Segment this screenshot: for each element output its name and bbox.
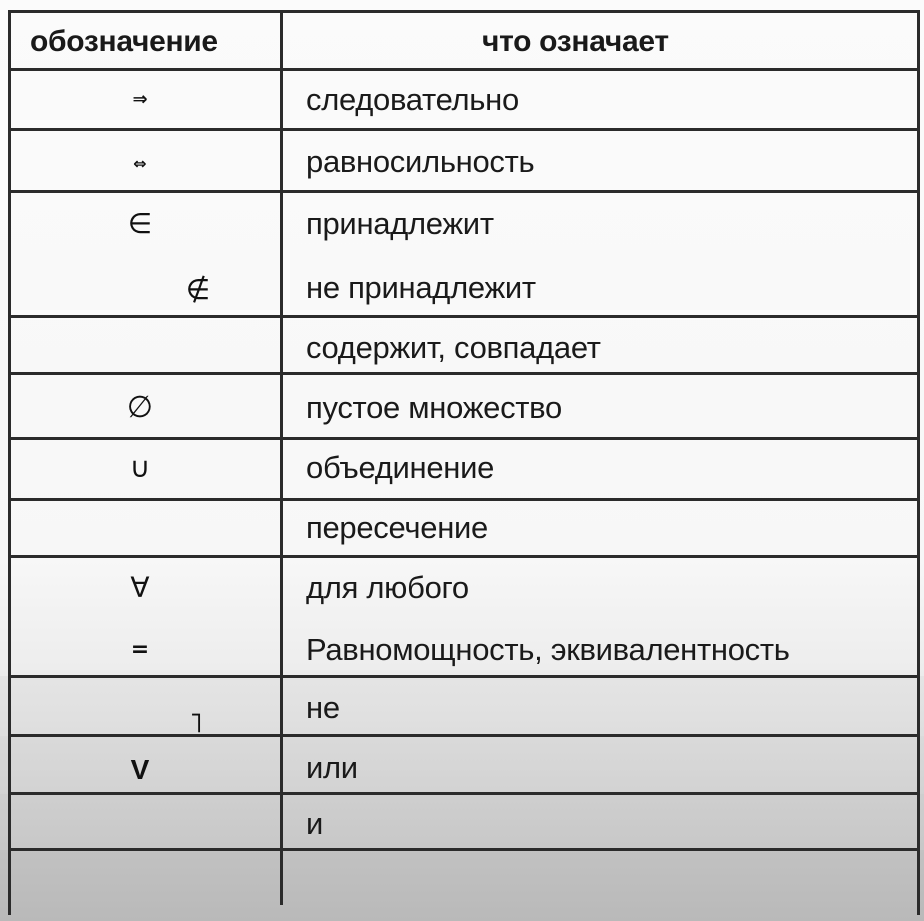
table-border-right <box>917 10 920 915</box>
meaning-not-element-of: не принадлежит <box>306 270 536 305</box>
row-divider <box>8 437 920 440</box>
meaning-and: и <box>306 806 324 841</box>
row-divider <box>8 555 920 558</box>
row-shade <box>0 850 924 921</box>
meaning-equivalence: равносильность <box>306 144 535 179</box>
row-divider <box>8 734 920 737</box>
meaning-for-all: для любого <box>306 570 469 605</box>
meaning-implies: следовательно <box>306 82 519 117</box>
table-border-left <box>8 10 11 915</box>
meaning-or: или <box>306 750 358 785</box>
union-symbol: ∪ <box>129 451 151 484</box>
header-symbol: обозначение <box>30 25 218 58</box>
row-divider <box>8 792 920 795</box>
implies-symbol: ⇒ <box>132 89 148 110</box>
meaning-negation: не <box>306 690 340 725</box>
empty-set-symbol: ∅ <box>126 390 154 425</box>
row-divider <box>8 675 920 678</box>
column-divider <box>280 10 283 905</box>
negation-symbol: ˥ <box>189 706 203 739</box>
row-divider <box>8 128 920 131</box>
meaning-union: объединение <box>306 450 495 485</box>
table-border-top <box>8 10 920 13</box>
row-divider <box>8 848 920 851</box>
header-meaning: что означает <box>482 25 669 58</box>
row-divider <box>8 190 920 193</box>
row-divider <box>8 315 920 318</box>
meaning-element-of: принадлежит <box>306 206 494 241</box>
not-element-of-symbol: ∉ <box>185 273 211 306</box>
equivalence-symbol: ⇔ <box>133 154 147 173</box>
for-all-symbol: ∀ <box>130 571 150 604</box>
or-symbol: V <box>130 754 150 785</box>
meaning-intersection: пересечение <box>306 510 488 545</box>
element-of-symbol: ∈ <box>127 207 153 240</box>
row-divider <box>8 68 920 71</box>
row-divider <box>8 372 920 375</box>
meaning-empty-set: пустое множество <box>306 390 562 425</box>
equipotence-symbol: = <box>130 637 150 662</box>
row-divider <box>8 498 920 501</box>
row-shade <box>0 676 924 736</box>
meaning-equipotence: Равномощность, эквивалентность <box>306 632 790 667</box>
row-shade <box>0 794 924 850</box>
meaning-subset: содержит, совпадает <box>306 330 601 365</box>
